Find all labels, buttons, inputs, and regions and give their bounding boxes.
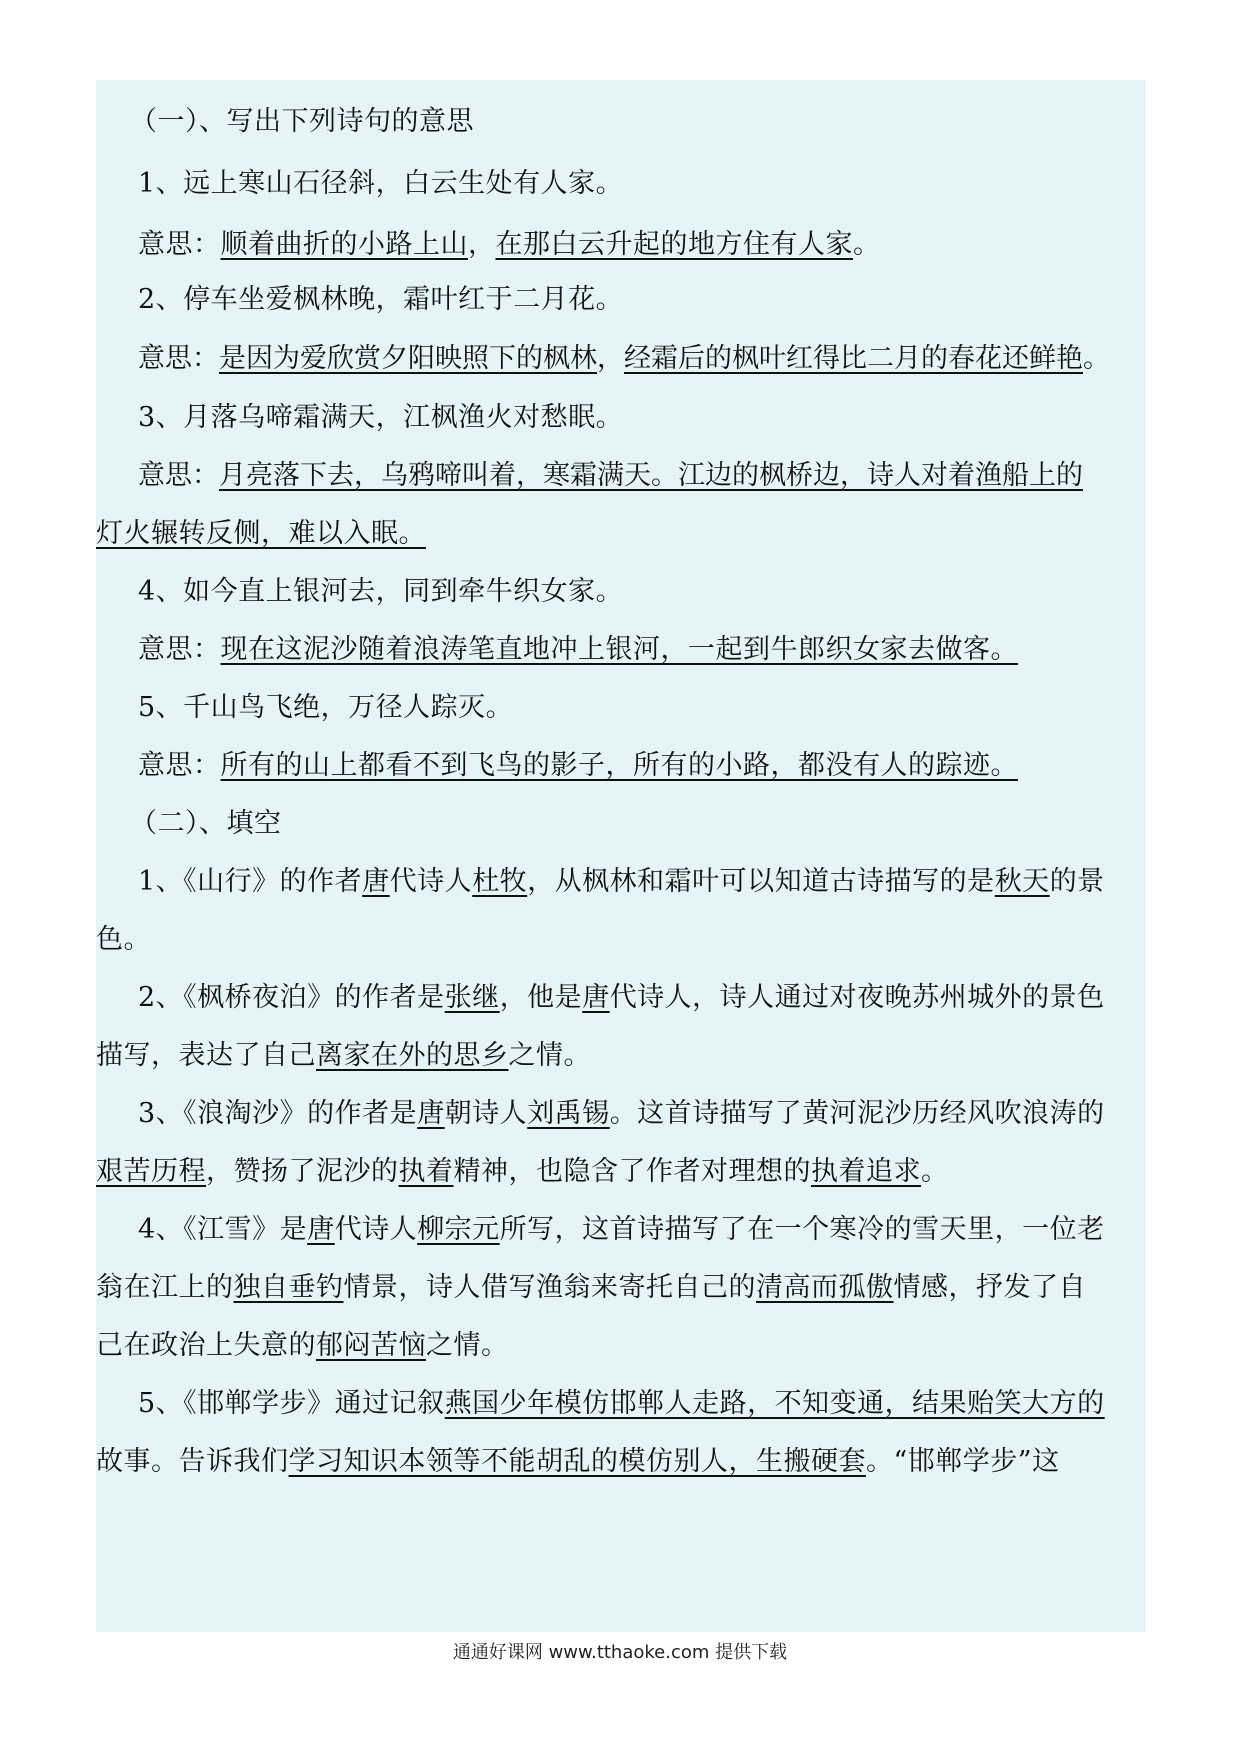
text-segment: 情感，抒发了自 [893,1272,1086,1303]
answer-text: 灯火辗转反侧，难以入眠。 [96,518,426,549]
meaning-label: 意思： [138,229,221,260]
text-segment: 精神，也隐含了作者对理想的 [453,1156,811,1187]
text-segment: 代诗人，诗人通过对夜晚苏州城外的景色 [609,982,1105,1013]
text-segment: 故事。告诉我们 [96,1446,289,1477]
answer-text: 所有的山上都看不到飞鸟的影子，所有的小路，都没有人的踪迹。 [220,750,1018,781]
meaning-label: 意思： [138,460,219,491]
fill-answer: 刘禹锡 [527,1098,610,1129]
meaning-label: 意思： [138,750,221,781]
text-segment: 代诗人 [334,1214,418,1245]
fill-line [96,1384,1105,1424]
answer-text: 在那白云升起的地方住有人家 [495,229,853,260]
fill-line [96,1152,949,1192]
end-mark: 。 [1083,343,1110,374]
text-segment: 4、《江雪》是 [138,1214,308,1245]
fill-line [96,978,1105,1018]
text-segment: 之情。 [426,1330,509,1361]
text-segment: 之情。 [508,1040,591,1071]
meaning-label: 意思： [138,634,221,665]
fill-answer: 柳宗元 [417,1214,500,1245]
fill-line [96,1326,509,1366]
text-segment: 1、《山行》的作者 [138,866,363,897]
page-panel [96,80,1146,1632]
answer-text: 现在这泥沙随着浪涛笔直地冲上银河，一起到牛郎织女家去做客。 [220,634,1018,665]
meaning-label: 意思： [138,343,219,374]
answer-text: 顺着曲折的小路上山 [220,229,468,260]
text-segment: ，他是 [499,982,583,1013]
text-segment: 翁在江上的 [96,1272,234,1303]
poem-line: 3、月落乌啼霜满天，江枫渔火对愁眠。 [138,402,624,433]
fill-line [96,1036,591,1076]
separator: ， [468,229,496,260]
text-segment: 己在政治上失意的 [96,1330,316,1361]
text-segment: 色。 [96,924,151,955]
poem-line: 4、如今直上银河去，同到牵牛织女家。 [138,576,624,607]
separator: ， [597,343,624,374]
fill-line [96,920,151,960]
fill-answer: 唐 [307,1214,335,1245]
meaning-continuation [96,514,426,554]
fill-answer: 独自垂钓 [233,1272,344,1303]
text-segment: 描写，表达了自己 [96,1040,316,1071]
fill-answer: 学习知识本领等不能胡乱的模仿别人，生搬硬套 [288,1446,866,1477]
poem-line: 1、远上寒山石径斜，白云生处有人家。 [138,168,624,199]
fill-line [96,1210,1105,1250]
fill-line [96,1268,1086,1308]
meaning-line [96,746,1018,786]
text-segment: 朝诗人 [444,1098,528,1129]
text-segment: 代诗人 [389,866,473,897]
fill-answer: 艰苦历程 [96,1156,206,1187]
meaning-line [96,456,1083,496]
fill-answer: 唐 [362,866,390,897]
fill-answer: 秋天 [994,866,1050,897]
fill-answer: 燕国少年模仿邯郸人走路，不知变通，结果贻笑大方的 [444,1388,1105,1419]
fill-answer: 唐 [582,982,610,1013]
section-heading: （二）、填空 [130,808,282,839]
text-segment: ，赞扬了泥沙的 [206,1156,399,1187]
fill-answer: 张继 [444,982,500,1013]
text-segment: 的景 [1049,866,1105,897]
end-mark: 。 [853,229,881,260]
text-segment: 。这首诗描写了黄河泥沙历经风吹浪涛的 [609,1098,1105,1129]
text-segment: 情景，诗人借写渔翁来寄托自己的 [343,1272,756,1303]
meaning-line [96,225,881,265]
text-segment: 3、《浪淘沙》的作者是 [138,1098,418,1129]
fill-answer: 唐 [417,1098,445,1129]
fill-answer: 执着追求 [811,1156,921,1187]
fill-answer: 杜牧 [472,866,528,897]
text-segment: 5、《邯郸学步》通过记叙 [138,1388,445,1419]
fill-line [96,862,1105,902]
fill-line [96,1094,1105,1134]
section-heading: （一）、写出下列诗句的意思 [130,106,474,137]
poem-line: 2、停车坐爱枫林晚，霜叶红于二月花。 [138,284,624,315]
text-segment: 2、《枫桥夜泊》的作者是 [138,982,445,1013]
text-segment: 。“邯郸学步”这 [866,1446,1060,1477]
meaning-line [96,630,1018,670]
answer-text: 经霜后的枫叶红得比二月的春花还鲜艳 [624,343,1083,374]
fill-answer: 清高而孤傲 [756,1272,894,1303]
text-segment: 所写，这首诗描写了在一个寒冷的雪天里，一位老 [499,1214,1105,1245]
meaning-line [96,339,1110,379]
fill-answer: 执着 [398,1156,454,1187]
answer-text: 是因为爱欣赏夕阳映照下的枫林 [219,343,597,374]
page-footer: 通通好课网 www.tthaoke.com 提供下载 [452,1642,788,1663]
text-segment: ，从枫林和霜叶可以知道古诗描写的是 [527,866,995,897]
fill-answer: 郁闷苦恼 [316,1330,426,1361]
fill-answer: 离家在外的思乡 [316,1040,509,1071]
answer-text: 月亮落下去，乌鸦啼叫着，寒霜满天。江边的枫桥边，诗人对着渔船上的 [219,460,1083,491]
text-segment: 。 [921,1156,949,1187]
poem-line: 5、千山鸟飞绝，万径人踪灭。 [138,692,514,723]
fill-line [96,1442,1060,1482]
